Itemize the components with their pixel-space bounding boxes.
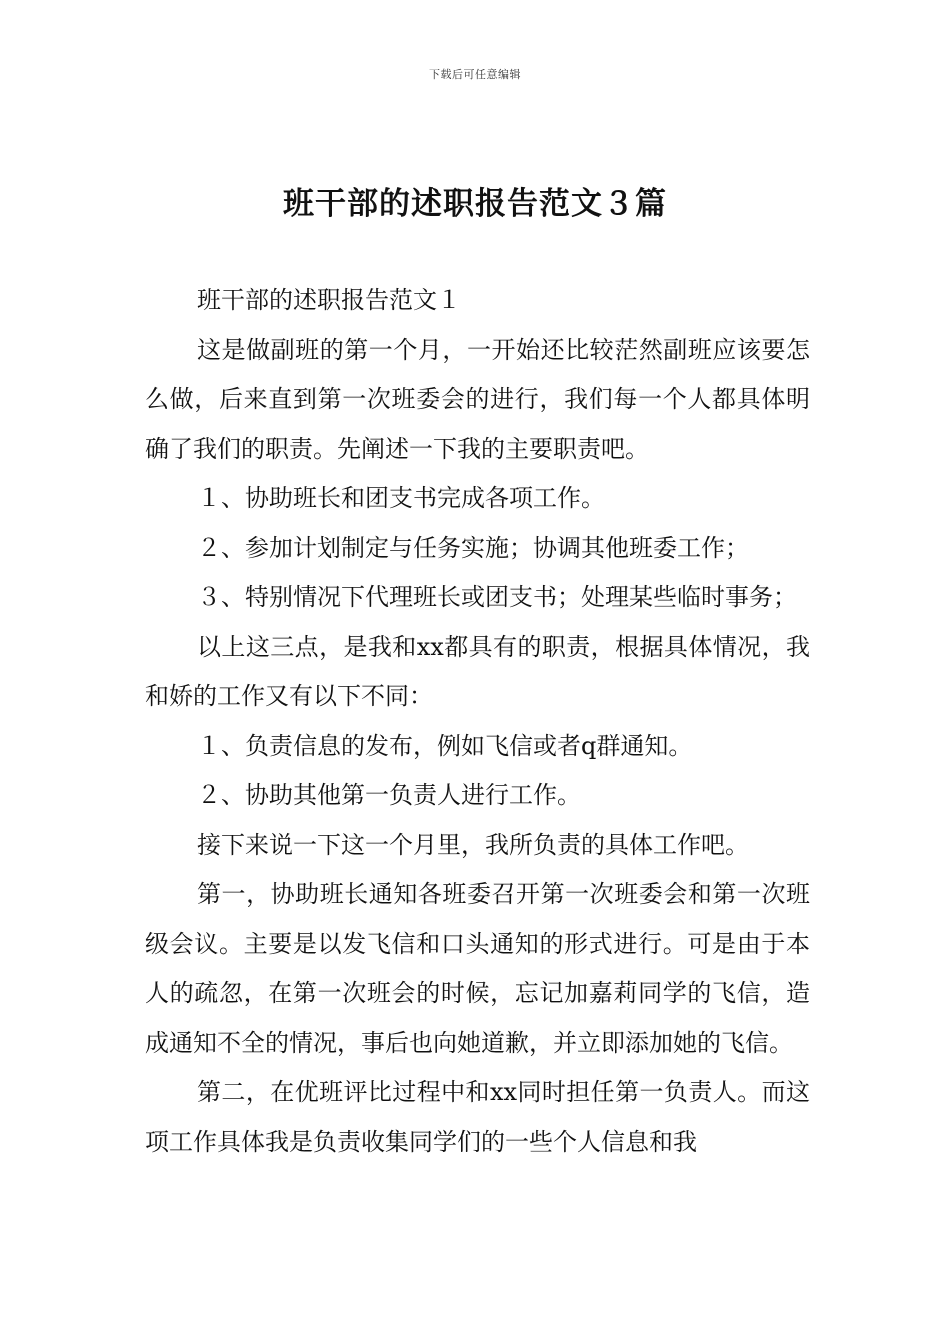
paragraph: 第一，协助班长通知各班委召开第一次班委会和第一次班级会议。主要是以发飞信和口头通知的形式进行。可是由于本人的疏忽，在第一次班会的时候，忘记加嘉莉同学的飞信，造成通知不全的情况，事后也向她道歉，并立即添加她的飞信。 [145, 880, 810, 1057]
list-item: ２、参加计划制定与任务实施；协调其他班委工作； [197, 533, 749, 562]
list-item: ２、协助其他第一负责人进行工作。 [197, 781, 581, 809]
list-item: ３、特别情况下代理班长或团支书；处理某些临时事务； [197, 583, 797, 611]
document-body [145, 276, 810, 1167]
paragraph: 以上这三点，是我和xx都具有的职责，根据具体情况，我和娇的工作又有以下不同： [145, 632, 810, 710]
section-heading: 班干部的述职报告范文１ [197, 286, 461, 314]
paragraph: 这是做副班的第一个月，一开始还比较茫然副班应该要怎么做，后来直到第一次班委会的进行，我们每一个人都具体明确了我们的职责。先阐述一下我的主要职责吧。 [145, 335, 810, 463]
list-item: １、负责信息的发布，例如飞信或者q群通知。 [197, 731, 693, 760]
paragraph: 第二，在优班评比过程中和xx同时担任第一负责人。而这项工作具体我是负责收集同学们的一些个人信息和我 [145, 1078, 810, 1156]
document-title: 班干部的述职报告范文３篇 [283, 186, 667, 222]
header-note: 下载后可任意编辑 [429, 68, 521, 81]
list-item: １、协助班长和团支书完成各项工作。 [197, 484, 605, 512]
paragraph: 接下来说一下这一个月里，我所负责的具体工作吧。 [197, 830, 749, 859]
